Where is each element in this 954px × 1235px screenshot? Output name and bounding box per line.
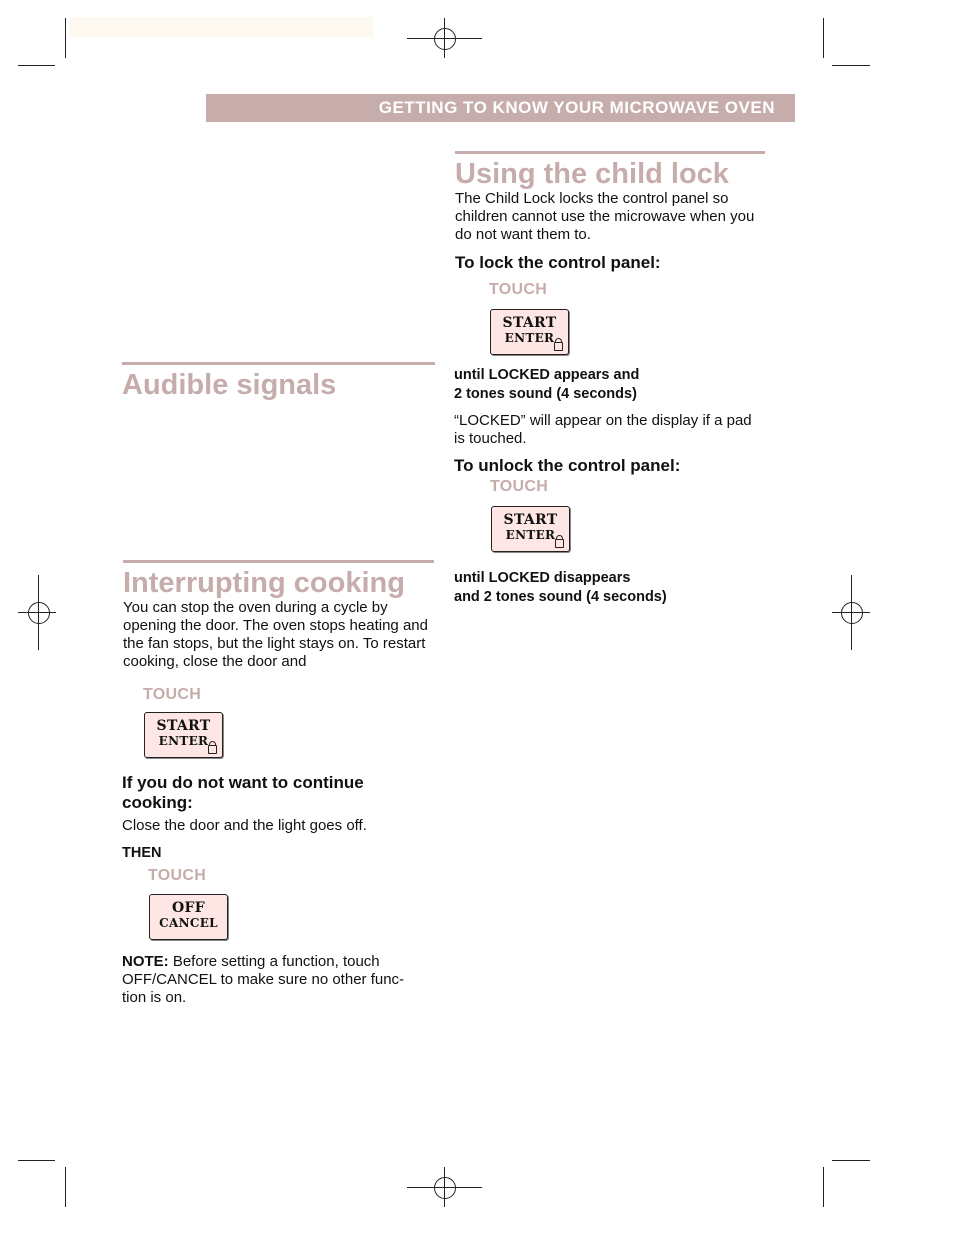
touch-label: TOUCH (489, 281, 548, 298)
pad-label-cancel: CANCEL (159, 916, 218, 930)
lock-heading: To lock the control panel: (455, 253, 661, 272)
section-rule (123, 560, 434, 563)
section-rule (122, 362, 435, 365)
lock-note-2: 2 tones sound (4 seconds) (454, 386, 637, 402)
section-rule (455, 151, 765, 154)
interrupting-intro: You can stop the oven during a cycle by opening the door. The oven stops heating and the fan stops, but the light stays on. To restart cooking, close the door and (123, 599, 428, 670)
then-label: THEN (122, 845, 162, 861)
lock-icon (208, 745, 217, 754)
close-door-text: Close the door and the light goes off. (122, 817, 367, 834)
lock-note-1: until LOCKED appears and (454, 367, 640, 383)
start-enter-pad[interactable] (144, 712, 223, 758)
unlock-heading: To unlock the control panel: (454, 456, 681, 475)
pad-label-enter: ENTER (504, 331, 555, 345)
off-cancel-pad[interactable] (149, 894, 228, 940)
crop-mark (832, 1160, 870, 1161)
pad-label-start: START (503, 512, 558, 528)
audible-signals-title: Audible signals (122, 369, 337, 401)
crop-mark (18, 1160, 55, 1161)
crop-mark (65, 18, 66, 58)
start-enter-pad[interactable] (491, 506, 570, 552)
note-label: NOTE: (122, 953, 169, 970)
pad-label-off: OFF (172, 900, 205, 916)
note-paragraph (122, 953, 427, 1007)
crop-mark (823, 18, 824, 58)
faint-strip (70, 17, 373, 37)
touch-label: TOUCH (490, 478, 549, 495)
child-lock-title: Using the child lock (455, 158, 729, 190)
note-text: Before setting a function, touch OFF/CANCEL to make sure no other func-tion is on. (122, 953, 405, 1006)
registration-mark (28, 602, 50, 624)
child-lock-intro: The Child Lock locks the control panel so children cannot use the microwave when you do not want them to. (455, 190, 755, 243)
lock-icon (555, 539, 564, 548)
touch-label: TOUCH (148, 867, 207, 884)
pad-label-start: START (502, 315, 557, 331)
crop-mark (65, 1167, 66, 1207)
crop-mark (18, 65, 55, 66)
section-header-title: GETTING TO KNOW YOUR MICROWAVE OVEN (378, 98, 775, 117)
pad-label-enter: ENTER (505, 528, 556, 542)
no-continue-heading: If you do not want to continue cooking: (122, 773, 364, 812)
unlock-note-2: and 2 tones sound (4 seconds) (454, 589, 667, 605)
interrupting-cooking-title: Interrupting cooking (123, 567, 405, 599)
lock-icon (554, 342, 563, 351)
crop-mark (823, 1167, 824, 1207)
start-enter-pad[interactable] (490, 309, 569, 355)
pad-label-enter: ENTER (158, 734, 209, 748)
unlock-note-1: until LOCKED disappears (454, 570, 631, 586)
registration-mark (841, 602, 863, 624)
pad-label-start: START (156, 718, 211, 734)
section-header-bar (206, 94, 795, 122)
locked-display-note: “LOCKED” will appear on the display if a pad is touched. (454, 412, 752, 447)
touch-label: TOUCH (143, 686, 202, 703)
crop-mark (832, 65, 870, 66)
registration-mark (434, 1177, 456, 1199)
registration-mark (434, 28, 456, 50)
